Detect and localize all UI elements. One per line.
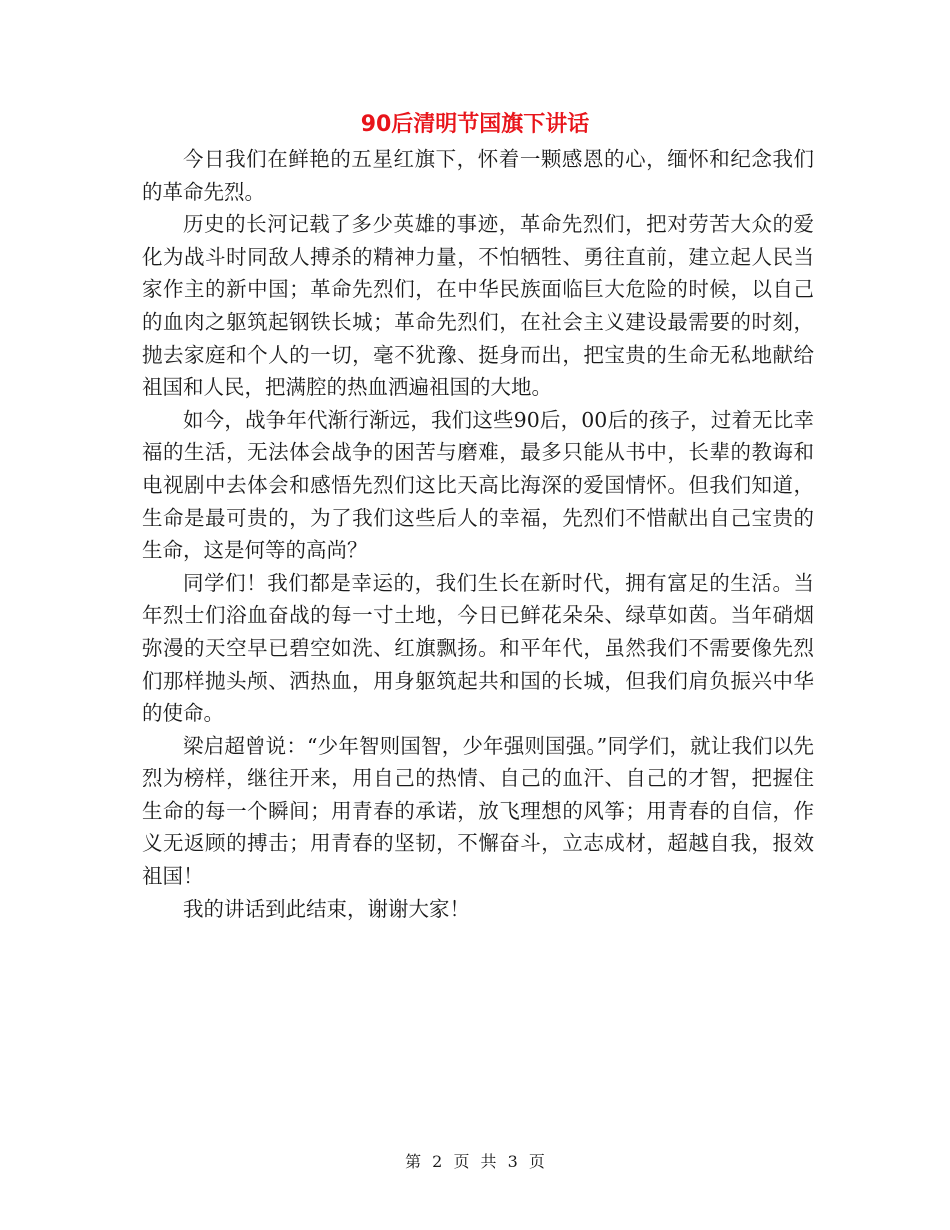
paragraph-opening: 今日我们在鲜艳的五星红旗下，怀着一颗感恩的心，缅怀和纪念我们的革命先烈。 [142,147,814,204]
paragraph-liang-qichao: 梁启超曾说：“少年智则国智，少年强则国强。”同学们，就让我们以先烈为榜样，继往开来，用自己的热情、自己的血汗、自己的才智，把握住生命的每一个瞬间；用青春的承诺，放飞理想的风筝；用青春的自信，作义无返顾的搏击；用青春的坚韧，不懈奋斗，立志成材，超越自我，报效祖国！ [142,733,814,889]
document-body [142,143,814,925]
paragraph-history: 历史的长河记载了多少英雄的事迹，革命先烈们，把对劳苦大众的爱化为战斗时同敌人搏杀的精神力量，不怕牺牲、勇往直前，建立起人民当家作主的新中国；革命先烈们，在中华民族面临巨大危险的时候，以自己的血肉之躯筑起钢铁长城；革命先烈们，在社会主义建设最需要的时刻，抛去家庭和个人的一切，毫不犹豫、挺身而出，把宝贵的生命无私地献给祖国和人民，把满腔的热血洒遍祖国的大地。 [142,212,814,400]
page-number-footer: 第 2 页 共 3 页 [405,1152,545,1171]
paragraph-closing: 我的讲话到此结束，谢谢大家！ [183,896,470,921]
paragraph-today: 如今，战争年代渐行渐远，我们这些90后，00后的孩子，过着无比幸福的生活，无法体会战争的困苦与磨难，最多只能从书中，长辈的教诲和电视剧中去体会和感悟先烈们这比天高比海深的爱国情怀。但我们知道，生命是最可贵的，为了我们这些后人的幸福，先烈们不惜献出自己宝贵的生命，这是何等的高尚？ [142,407,814,563]
paragraph-classmates: 同学们！我们都是幸运的，我们生长在新时代，拥有富足的生活。当年烈士们浴血奋战的每一寸土地，今日已鲜花朵朵、绿草如茵。当年硝烟弥漫的天空早已碧空如洗、红旗飘扬。和平年代，虽然我们不需要像先烈们那样抛头颅、洒热血，用身躯筑起共和国的长城，但我们肩负振兴中华的使命。 [142,570,814,726]
document-title: 90后清明节国旗下讲话 [360,112,590,137]
